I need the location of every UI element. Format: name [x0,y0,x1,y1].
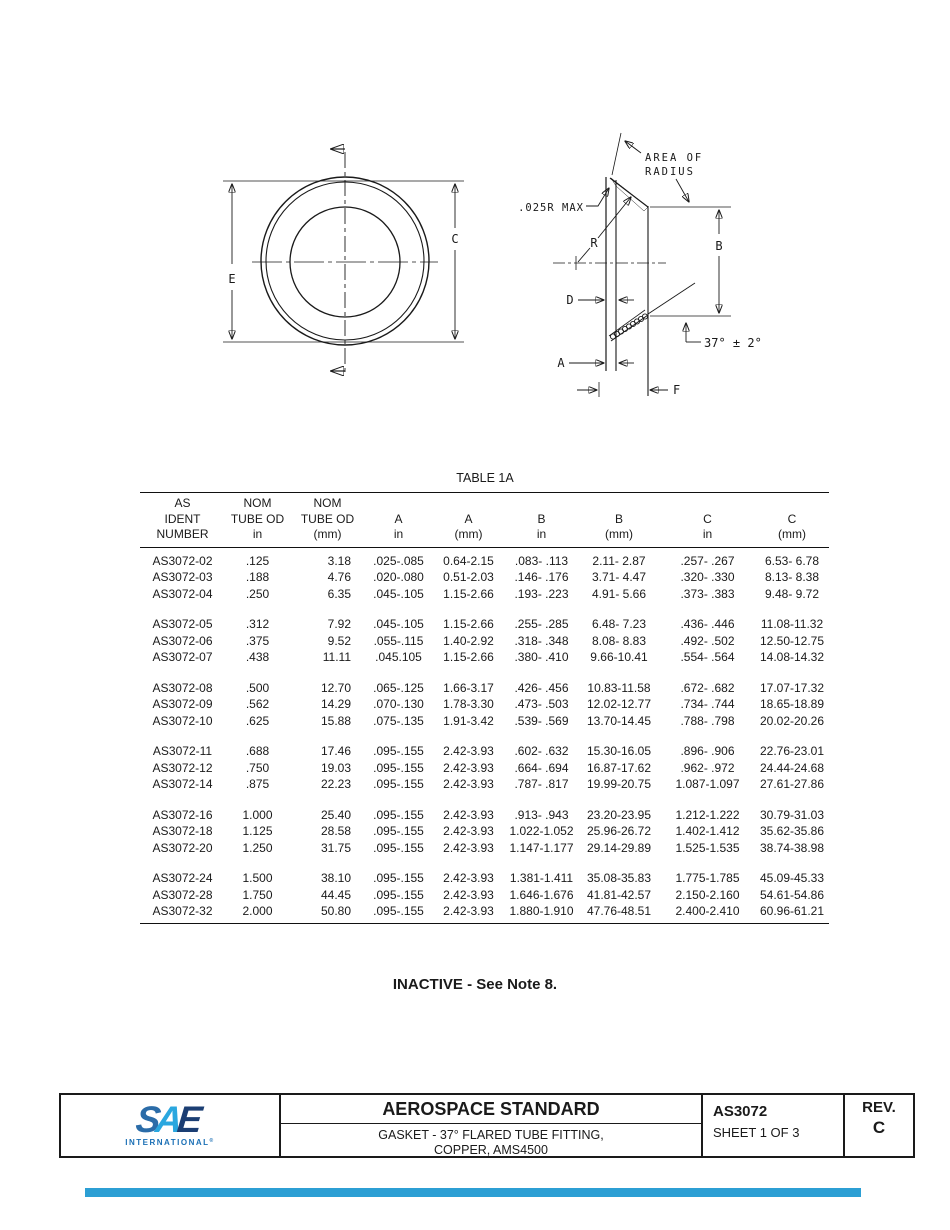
table-cell: .095-.155 [373,840,424,855]
table-cell: 0.51-2.03 [443,570,494,584]
table-cell: .065-.125 [373,680,424,695]
standard-title: AEROSPACE STANDARD [281,1095,701,1124]
table-cell: 27.61-27.86 [759,777,825,791]
table-cell: 1.40-2.92 [443,633,494,648]
table-cell: 1.125 [242,824,273,838]
table-cell: .913- .943 [514,807,569,822]
table-cell: 22.23 [320,777,351,791]
table-group-gap [140,666,829,680]
column-header: A (mm) [432,493,505,548]
table-cell: .095-.155 [373,760,424,775]
table-cell: 1.91-3.42 [443,713,494,728]
table-cell: 9.66-10.41 [590,650,648,664]
table-cell: .312 [245,617,270,631]
table-cell: .473- .503 [514,697,569,711]
table-cell: 25.40 [320,807,351,822]
table-cell: 3.71- 4.47 [591,570,647,584]
table-cell: 1.381-1.411 [509,871,574,885]
table-cell: AS3072-20 [152,840,213,855]
table-cell: AS3072-14 [152,777,213,791]
table-cell: 60.96-61.21 [759,904,825,918]
table-cell: 1.750 [242,887,273,902]
table-row [140,823,829,840]
table-cell: 11.11 [322,650,351,664]
table-cell: 4.76 [327,570,351,584]
table-cell: 17.07-17.32 [759,680,825,695]
table-cell: 2.42-3.93 [443,760,494,775]
table-cell: 44.45 [320,887,351,902]
column-header: NOM TUBE OD (mm) [290,493,365,548]
table-cell: 1.646-1.676 [509,887,574,902]
table-cell: 20.02-20.26 [759,713,825,728]
table-cell: .083- .113 [514,553,569,568]
table-cell: 1.212-1.222 [675,807,740,822]
table-cell: 2.000 [242,904,273,918]
table-cell: 1.000 [242,807,273,822]
table-cell: AS3072-03 [152,570,213,584]
table-cell: 19.99-20.75 [586,777,652,791]
table-cell: AS3072-10 [152,713,213,728]
table-cell: 2.42-3.93 [443,824,494,838]
table-cell: 2.42-3.93 [443,871,494,885]
table-cell: 35.08-35.83 [586,871,652,885]
bottom-accent-bar [85,1188,861,1197]
inactive-note: INACTIVE - See Note 8. [392,976,558,993]
table-cell: .255- .285 [514,617,569,631]
gasket-section-view-drawing [518,133,762,397]
table-cell: 1.087-1.097 [675,777,740,791]
table-cell: 12.50-12.75 [759,633,825,648]
table-cell: 1.78-3.30 [443,697,494,711]
flare-angle-label: 37° ± 2° [704,336,762,350]
table-cell: 1.402-1.412 [675,824,740,838]
table-group-gap [140,793,829,807]
table-cell: 1.147-1.177 [509,840,574,855]
table-cell: 30.79-31.03 [759,807,825,822]
table-cell: .095-.155 [373,744,424,758]
table-body [140,547,829,923]
table-cell: .095-.155 [373,777,424,791]
table-cell: AS3072-07 [152,650,213,664]
table-cell: 1.775-1.785 [675,871,740,885]
table-cell: .320- .330 [680,570,735,584]
table-cell: .787- .817 [514,777,569,791]
table-cell: 7.92 [327,617,351,631]
table-cell: 2.11- 2.87 [592,553,646,568]
registered-mark: ® [209,1138,215,1144]
radius-max-label: .025R MAX [518,202,584,214]
table-cell: 41.81-42.57 [586,887,652,902]
table-cell: 19.03 [320,760,351,775]
table-cell: AS3072-04 [152,586,213,601]
table-cell: .788- .798 [680,713,735,728]
gasket-front-view-drawing [223,149,464,374]
table-row [140,870,829,887]
table-cell: AS3072-06 [152,633,213,648]
table-cell: AS3072-11 [152,744,213,758]
table-cell: 17.46 [320,744,351,758]
sheet-number: SHEET 1 OF 3 [713,1125,800,1140]
table-row [140,807,829,824]
table-cell: 1.500 [242,871,273,885]
table-group-gap [140,729,829,743]
table-cell: 31.75 [320,840,351,855]
table-cell: 38.10 [320,871,351,885]
table-title: TABLE 1A [456,471,514,485]
sae-letter-e: E [175,1099,200,1140]
table-row [140,633,829,650]
table-header [140,493,829,548]
table-group-gap [140,856,829,870]
table-cell: 12.02-12.77 [586,697,652,711]
table-cell: .095-.155 [373,904,424,918]
table-row [140,887,829,904]
table-cell: .438 [245,650,270,664]
table-cell: .688 [245,744,270,758]
table-cell: .373- .383 [680,586,735,601]
table-cell: .750 [245,760,270,775]
column-header: B in [505,493,578,548]
table-cell: .095-.155 [373,824,424,838]
table-cell: 0.64-2.15 [443,553,494,568]
table-cell: .875 [245,777,270,791]
dim-label-d: D [566,293,574,307]
standard-subtitle-line1: GASKET - 37° FLARED TUBE FITTING, [378,1128,604,1142]
table-cell: .095-.155 [373,871,424,885]
table-cell: .426- .456 [514,680,569,695]
column-header: B (mm) [578,493,660,548]
rev-value: C [872,1118,886,1137]
table-cell: .375 [245,633,270,648]
table-cell: 1.15-2.66 [443,617,494,631]
table-cell: 10.83-11.58 [587,680,651,695]
table-cell: .125 [245,553,270,568]
table-row [140,680,829,697]
column-header: C in [660,493,755,548]
table-cell: .318- .348 [514,633,569,648]
table-cell: .045-.105 [373,586,424,601]
column-header: NOM TUBE OD in [225,493,290,548]
table-cell: .070-.130 [373,697,424,711]
footer-doc-cell [703,1095,845,1156]
table-cell: 1.15-2.66 [443,650,494,664]
table-cell: .075-.135 [373,713,424,728]
table-cell: AS3072-08 [152,680,213,695]
table-cell: 9.48- 9.72 [764,586,820,601]
area-of-radius-label-line2: RADIUS [645,166,695,178]
table-cell: .734- .744 [680,697,735,711]
table-cell: 2.400-2.410 [675,904,740,918]
table-row [140,696,829,713]
table-cell: 2.42-3.93 [443,904,494,918]
table-cell: .257- .267 [680,553,735,568]
table-row [140,903,829,923]
table-row [140,760,829,777]
table-row [140,616,829,633]
table-cell: .436- .446 [680,617,735,631]
doc-number: AS3072 [713,1103,768,1120]
table-cell: 50.80 [320,904,351,918]
table-cell: .962- .972 [680,760,735,775]
table-cell: .602- .632 [514,744,569,758]
table-cell: 3.18 [327,553,351,568]
table-cell: 14.29 [320,697,351,711]
table-cell: .193- .223 [514,586,569,601]
table-row [140,743,829,760]
table-cell: 8.08- 8.83 [591,633,647,648]
table-cell: AS3072-24 [152,871,213,885]
table-cell: 12.70 [320,680,351,695]
table-group-gap [140,602,829,616]
table-cell: 13.70-14.45 [586,713,652,728]
dim-label-r: R [590,236,598,250]
table-cell: AS3072-18 [152,824,213,838]
table-cell: 16.87-17.62 [586,760,652,775]
table-cell: AS3072-05 [152,617,213,631]
table-cell: .672- .682 [680,680,735,695]
table-cell: .554- .564 [680,650,735,664]
table-cell: 1.022-1.052 [509,824,574,838]
dim-label-a: A [557,356,565,370]
table-cell: 1.66-3.17 [443,680,494,695]
table-cell: 2.42-3.93 [443,777,494,791]
table-cell: 24.44-24.68 [759,760,825,775]
footer-title-cell [281,1095,703,1156]
table-cell: .500 [245,680,270,695]
table-row [140,649,829,666]
table-cell: AS3072-12 [152,760,213,775]
table-cell: 2.42-3.93 [443,807,494,822]
table-cell: .146- .176 [514,570,569,584]
table-row [140,776,829,793]
table-cell: 47.76-48.51 [586,904,652,918]
table-cell: .625 [245,713,270,728]
table-cell: 1.15-2.66 [443,586,494,601]
sae-logo [61,1095,281,1156]
table-cell: 38.74-38.98 [759,840,825,855]
table-cell: 35.62-35.86 [759,824,825,838]
table-cell: 1.525-1.535 [675,840,740,855]
table-cell: 14.08-14.32 [759,650,825,664]
table-row [140,547,829,569]
table-row [140,569,829,586]
sae-logo-text [134,1099,205,1140]
table-block [140,471,830,924]
table-cell: 25.96-26.72 [586,824,652,838]
table-cell: 6.35 [327,586,351,601]
table-cell: AS3072-02 [152,553,213,568]
table-cell: .562 [245,697,270,711]
dim-label-e: E [228,272,236,286]
sae-letter-s: S [134,1099,159,1140]
table-cell: 15.30-16.05 [586,744,652,758]
table-cell: .045.105 [375,650,422,664]
table-cell: .095-.155 [373,887,424,902]
table-cell: AS3072-32 [152,904,213,918]
table-cell: 2.42-3.93 [443,840,494,855]
column-header: AS IDENT NUMBER [140,493,225,548]
table-cell: .020-.080 [373,570,424,584]
sae-international-text: INTERNATIONAL [125,1138,210,1147]
table-cell: 6.48- 7.23 [591,617,647,631]
footer-rev-cell [845,1095,913,1156]
table-cell: 2.42-3.93 [443,744,494,758]
table-cell: 22.76-23.01 [759,744,825,758]
table-cell: .188 [245,570,270,584]
table-cell: 1.250 [242,840,273,855]
table-cell: 4.91- 5.66 [591,586,647,601]
standard-subtitle-line2: COPPER, AMS4500 [434,1143,548,1157]
technical-drawing [180,125,780,425]
spec-table [140,492,829,924]
table-cell: 15.88 [320,713,351,728]
table-cell: 29.14-29.89 [586,840,652,855]
table-cell: 9.52 [327,633,351,648]
dim-label-f: F [673,383,681,397]
table-cell: 23.20-23.95 [586,807,652,822]
sae-letter-a: A [154,1099,181,1140]
table-row [140,840,829,857]
column-header: C (mm) [755,493,829,548]
table-cell: .250 [245,586,270,601]
table-cell: 8.13- 8.38 [764,570,820,584]
standard-subtitle [281,1124,701,1158]
table-cell: 6.53- 6.78 [764,553,820,568]
table-cell: 18.65-18.89 [759,697,825,711]
rev-label: REV. [862,1099,896,1116]
table-cell: 11.08-11.32 [760,617,824,631]
table-cell: .380- .410 [514,650,569,664]
table-cell: AS3072-09 [152,697,213,711]
dim-label-c: C [451,232,459,246]
table-cell: .055-.115 [373,633,424,648]
footer-title-block [59,1093,915,1158]
table-cell: AS3072-28 [152,887,213,902]
table-cell: 2.150-2.160 [675,887,740,902]
table-row [140,713,829,730]
dim-label-b: B [715,239,723,253]
table-cell: .045-.105 [373,617,424,631]
table-cell: 2.42-3.93 [443,887,494,902]
table-cell: .539- .569 [514,713,569,728]
table-row [140,586,829,603]
table-cell: 1.880-1.910 [509,904,574,918]
table-cell: .664- .694 [514,760,569,775]
table-cell: 28.58 [320,824,351,838]
table-cell: .095-.155 [373,807,424,822]
table-cell: AS3072-16 [152,807,213,822]
table-cell: 54.61-54.86 [759,887,825,902]
area-of-radius-label-line1: AREA OF [645,152,704,164]
column-header: A in [365,493,432,548]
table-cell: 45.09-45.33 [759,871,825,885]
table-cell: .025-.085 [373,553,424,568]
table-cell: .492- .502 [680,633,735,648]
table-cell: .896- .906 [680,744,735,758]
